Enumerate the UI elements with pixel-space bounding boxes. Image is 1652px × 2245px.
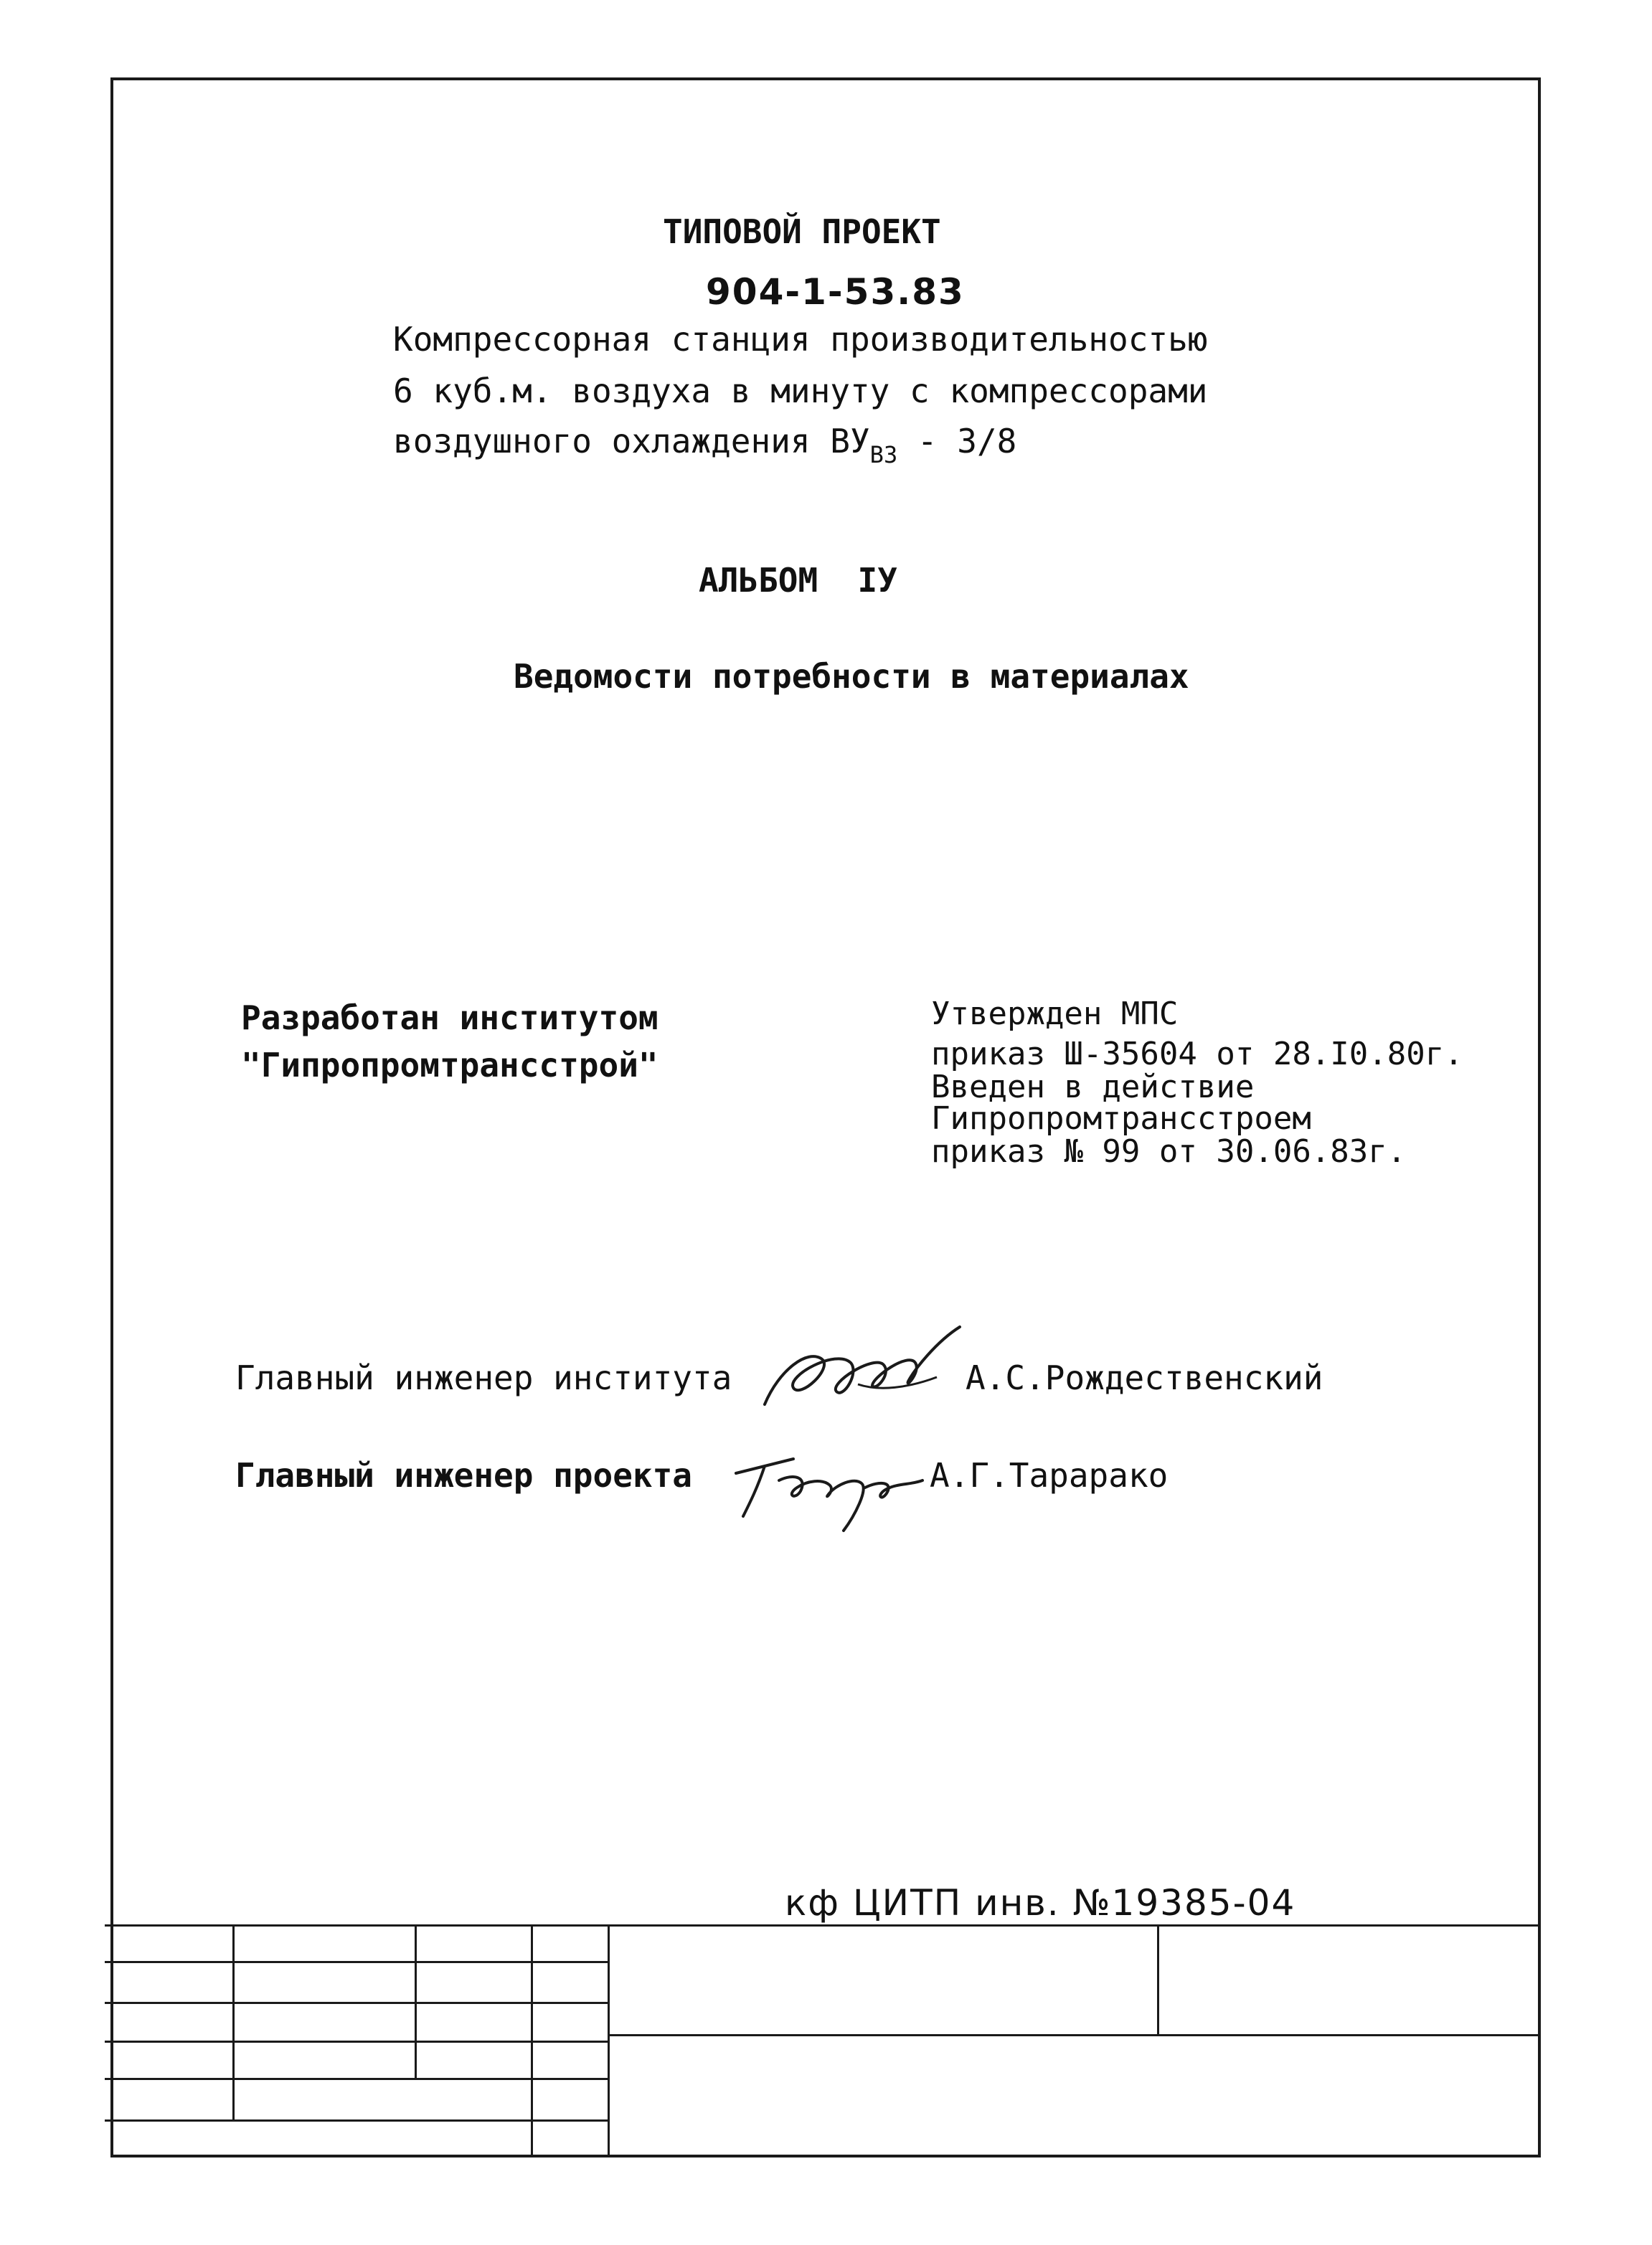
description-line-3-prefix: воздушного охлаждения ВУ [393,422,870,460]
signature-2 [729,1437,944,1538]
project-number: 904-1-53.83 [706,271,965,313]
approval-line-3: Введен в действие [931,1069,1255,1105]
chief-engineer-institute-role: Главный инженер института [235,1358,732,1397]
approval-line-5: приказ № 99 от 30.06.83г. [931,1133,1407,1170]
approval-line-4: Гипропромтрансстроем [931,1100,1311,1137]
doc-type-heading: ТИПОВОЙ ПРОЕКТ [663,212,941,251]
approval-line-2: приказ Ш-35604 от 28.I0.80г. [931,1036,1463,1072]
description-line-2: 6 куб.м. воздуха в минуту с компрессорами [393,372,1208,410]
description-line-3-suffix: - 3/8 [897,422,1017,460]
description-line-3 [393,422,1017,468]
developer-line-1: Разработан институтом [241,998,659,1037]
approval-line-1: Утвержден МПС [931,996,1179,1032]
description-line-3-subscript: ВЗ [869,441,898,468]
chief-engineer-project-name: А.Г.Тарарако [930,1456,1169,1495]
chief-engineer-institute-name: А.С.Рождественский [966,1358,1323,1397]
signature-1 [757,1320,987,1427]
description-line-1: Компрессорная станция производительностью [393,320,1208,359]
album-label: АЛЬБОМ IУ [699,561,897,600]
inventory-stamp: кф ЦИТП инв. №19385-04 [785,1882,1296,1924]
album-subtitle: Ведомости потребности в материалах [514,657,1189,696]
developer-line-2: "Гипропромтрансстрой" [241,1046,659,1084]
chief-engineer-project-role: Главный инженер проекта [235,1456,692,1495]
